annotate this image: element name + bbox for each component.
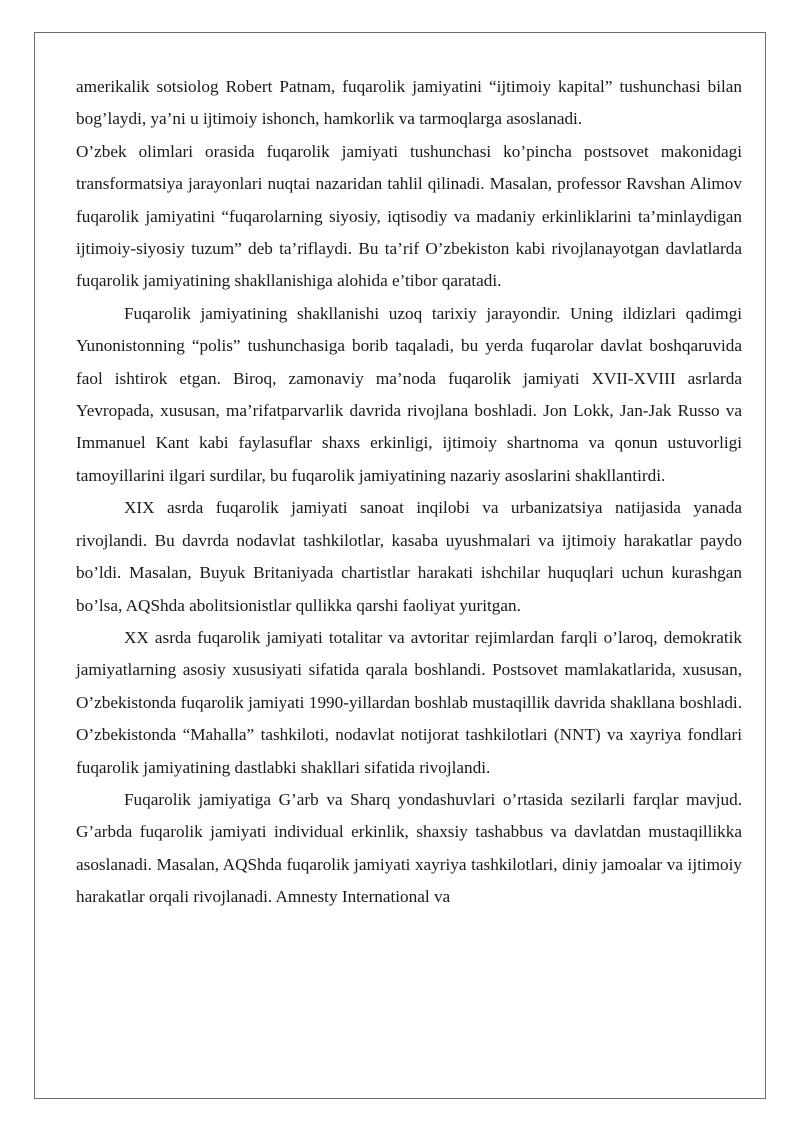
paragraph-2: O’zbek olimlari orasida fuqarolik jamiyati tushunchasi ko’pincha postsovet makonidagi transformatsiya jarayonlari nuqtai nazaridan tahlil qilinadi. Masalan, professor Ravshan Alimov fuqarolik jamiyatini “fuqarolarning siyosiy, iqtisodiy va madaniy erkinliklarini ta’minlaydigan ijtimoiy-siyosiy tuzum” deb ta’riflaydi. Bu ta’rif O’zbekiston kabi rivojlanayotgan davlatlarda fuqarolik jamiyatining shakllanishiga alohida e’tibor qaratadi. [76, 141, 742, 291]
paragraph-5: XX asrda fuqarolik jamiyati totalitar va avtoritar rejimlardan farqli o’laroq, demokratik jamiyatlarning asosiy xususiyati sifatida qarala boshlandi. Postsovet mamlakatlarida, xususan, O’zbekistonda fuqarolik jamiyati 1990-yillardan boshlab mustaqillik davrida shakllana boshladi. O’zbekistonda “Mahalla” tashkiloti, nodavlat notijorat tashkilotlari (NNT) va xayriya fondlari fuqarolik jamiyatining dastlabki shakllari sifatida rivojlandi. [76, 627, 742, 777]
paragraph-1: amerikalik sotsiolog Robert Patnam, fuqarolik jamiyatini “ijtimoiy kapital” tushunchasi bilan bog’laydi, ya’ni u ijtimoiy ishonch, hamkorlik va tarmoqlarga asoslanadi. [76, 77, 742, 129]
paragraph-4: XIX asrda fuqarolik jamiyati sanoat inqilobi va urbanizatsiya natijasida yanada rivojlandi. Bu davrda nodavlat tashkilotlar, kasaba uyushmalari va ijtimoiy harakatlar paydo bo’ldi. Masalan, Buyuk Britaniyada chartistlar harakati ishchilar huquqlari uchun kurashgan bo’lsa, AQShda abolitsionistlar qullikka qarshi faoliyat yuritgan. [76, 498, 742, 615]
document-body [76, 71, 742, 914]
paragraph-3: Fuqarolik jamiyatining shakllanishi uzoq tarixiy jarayondir. Uning ildizlari qadimgi Yunonistonning “polis” tushunchasiga borib taqaladi, bu yerda fuqarolar davlat boshqaruvida faol ishtirok etgan. Biroq, zamonaviy ma’noda fuqarolik jamiyati XVII-XVIII asrlarda Yevropada, xususan, ma’rifatparvarlik davrida rivojlana boshladi. Jon Lokk, Jan-Jak Russo va Immanuel Kant kabi faylasuflar shaxs erkinligi, ijtimoiy shartnoma va qonun ustuvorligi tamoyillarini ilgari surdilar, bu fuqarolik jamiyatining nazariy asoslarini shakllantirdi. [76, 303, 742, 485]
paragraph-6: Fuqarolik jamiyatiga G’arb va Sharq yondashuvlari o’rtasida sezilarli farqlar mavjud. G’arbda fuqarolik jamiyati individual erkinlik, shaxsiy tashabbus va davlatdan mustaqillikka asoslanadi. Masalan, AQShda fuqarolik jamiyati xayriya tashkilotlari, diniy jamoalar va ijtimoiy harakatlar orqali rivojlanadi. Amnesty International va [76, 789, 742, 907]
